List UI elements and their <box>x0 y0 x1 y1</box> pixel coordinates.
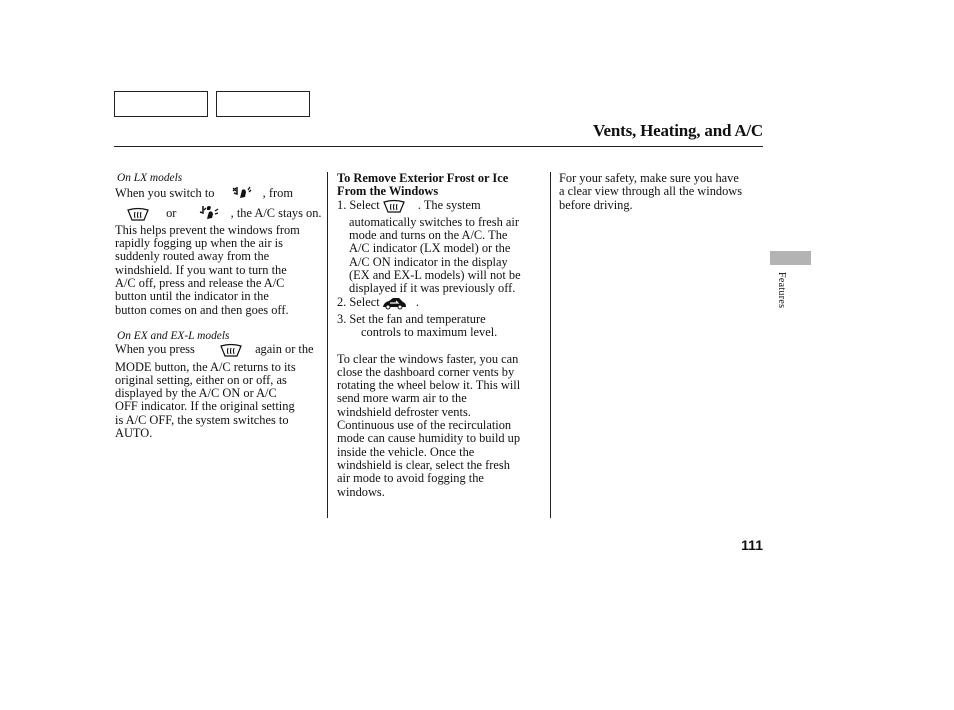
safety-line: before driving. <box>559 197 633 212</box>
step-3-line: 3. Set the fan and temperature <box>337 311 486 326</box>
step-2-text: . <box>415 294 419 309</box>
column-2 <box>337 172 542 499</box>
tip-line: send more warm air to the <box>337 391 467 406</box>
lx-line: button comes on and then goes off. <box>115 302 289 317</box>
step-3-line: controls to maximum level. <box>361 325 498 340</box>
page-number: 111 <box>741 537 763 553</box>
safety-line: a clear view through all the windows <box>559 184 743 199</box>
frost-heading-line: To Remove Exterior Frost or Ice <box>337 171 509 185</box>
step-1 <box>337 199 542 216</box>
tip-line: windshield is clear, select the fresh <box>337 457 510 472</box>
step-1-line: automatically switches to fresh air <box>349 214 519 229</box>
ex-text-b: again or the <box>255 342 314 357</box>
tip-line: windows. <box>337 484 385 499</box>
blank-box-right <box>216 91 310 117</box>
blank-box-left <box>114 91 208 117</box>
step-1-line: A/C indicator (LX model) or the <box>349 241 511 256</box>
column-divider-2 <box>550 172 551 518</box>
windshield-defrost-icon <box>220 343 242 360</box>
lx-text-b: , from <box>262 186 293 201</box>
ex-text-a: When you press <box>115 342 195 357</box>
ex-paragraph <box>115 343 323 440</box>
tip-line: rotating the wheel below it. This will <box>337 378 521 393</box>
fresh-air-icon <box>393 296 407 313</box>
ex-line-1 <box>115 343 323 360</box>
page-title: Vents, Heating, and A/C <box>593 121 763 140</box>
step-1-text: . The system <box>417 197 481 212</box>
lx-line: suddenly routed away from the <box>115 249 270 264</box>
column-divider-1 <box>327 172 328 518</box>
tip-line: Continuous use of the recirculation <box>337 418 512 433</box>
lx-line-1 <box>115 185 323 204</box>
ex-line: original setting, either on or off, as <box>115 372 287 387</box>
ex-line: AUTO. <box>115 426 153 441</box>
step-2 <box>337 296 542 313</box>
safety-line: For your safety, make sure you have <box>559 171 739 185</box>
tip-line: To clear the windows faster, you can <box>337 351 519 366</box>
header-rule <box>114 146 763 147</box>
lx-line-2 <box>115 205 323 224</box>
ex-line: displayed by the A/C ON or A/C <box>115 386 277 401</box>
column-3 <box>559 172 763 212</box>
lx-line: A/C off, press and release the A/C <box>115 276 285 291</box>
step-2-label: 2. Select <box>337 294 380 309</box>
step-1-body <box>337 216 542 296</box>
tip-line: inside the vehicle. Once the <box>337 444 475 459</box>
lx-text-c: or <box>166 205 177 220</box>
lx-line: This helps prevent the windows from <box>115 222 300 237</box>
ex-models-heading: On EX and EX-L models <box>117 329 230 342</box>
lx-line: rapidly fogging up when the air is <box>115 236 283 251</box>
tip-line: mode can cause humidity to build up <box>337 431 521 446</box>
section-label: Features <box>776 272 787 309</box>
tip-paragraph <box>337 353 542 499</box>
column-1 <box>115 172 323 440</box>
step-3 <box>337 313 542 340</box>
lx-text-a: When you switch to <box>115 186 215 201</box>
step-1-line: displayed if it was previously off. <box>349 281 516 296</box>
windshield-defrost-icon <box>395 199 405 216</box>
windshield-defrost-icon <box>127 207 149 224</box>
lx-models-heading: On LX models <box>117 172 183 184</box>
floor-defrost-icon <box>230 185 252 204</box>
floor-dash-icon <box>198 205 220 224</box>
tip-line: air mode to avoid fogging the <box>337 471 484 486</box>
tip-line: close the dashboard corner vents by <box>337 364 515 379</box>
ex-line: OFF indicator. If the original setting <box>115 399 295 414</box>
ex-line: MODE button, the A/C returns to its <box>115 359 296 374</box>
step-1-line: A/C ON indicator in the display <box>349 254 508 269</box>
lx-line: windshield. If you want to turn the <box>115 262 287 277</box>
frost-heading-line: From the Windows <box>337 184 439 199</box>
lx-text-d: , the A/C stays on. <box>230 205 322 220</box>
section-tab <box>770 251 811 265</box>
tip-line: windshield defroster vents. <box>337 404 471 419</box>
step-1-line: (EX and EX-L models) will not be <box>349 268 521 283</box>
lx-paragraph <box>115 185 323 317</box>
step-1-line: mode and turns on the A/C. The <box>349 228 508 243</box>
step-1-label: 1. Select <box>337 197 380 212</box>
ex-line: is A/C OFF, the system switches to <box>115 412 289 427</box>
lx-line: button until the indicator in the <box>115 289 269 304</box>
